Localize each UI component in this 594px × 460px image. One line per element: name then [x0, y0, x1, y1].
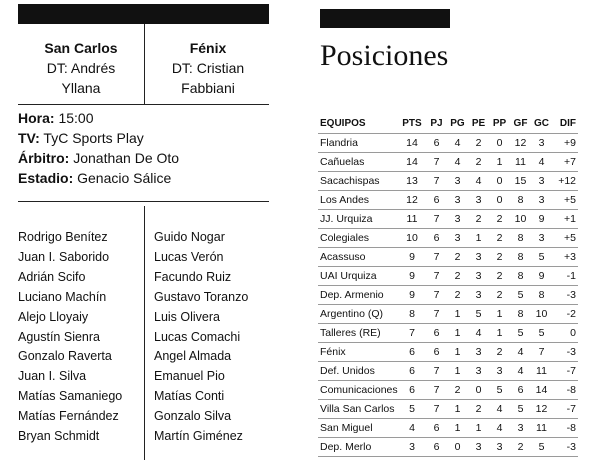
table-row [318, 419, 578, 438]
hora-value: 15:00 [58, 110, 94, 126]
stat-cell: 10 [531, 305, 552, 324]
team-cell: Dep. Armenio [318, 286, 398, 305]
column-header: GF [513, 118, 528, 129]
player-name: Juan I. Saborido [18, 249, 110, 264]
stat-cell: 14 [398, 153, 426, 172]
stat-cell: 8 [510, 229, 531, 248]
stat-cell: 7 [426, 248, 447, 267]
stat-cell: 10 [398, 229, 426, 248]
stat-cell: 2 [510, 438, 531, 457]
player-name: Alejo Lloyaiy [18, 309, 89, 324]
away-coach-line1: DT: Cristian [171, 60, 245, 76]
stat-cell: 3 [531, 229, 552, 248]
lineups-separator [18, 201, 269, 202]
stat-cell: 6 [426, 438, 447, 457]
stat-cell: -7 [552, 400, 578, 419]
team-cell: Talleres (RE) [318, 324, 398, 343]
stat-cell: 9 [398, 286, 426, 305]
team-cell: Los Andes [318, 191, 398, 210]
stat-cell: 5 [510, 324, 531, 343]
stat-cell: 3 [531, 134, 552, 153]
table-row [318, 400, 578, 419]
stat-cell: 3 [447, 191, 468, 210]
stat-cell: 4 [510, 362, 531, 381]
stat-cell: 1 [447, 419, 468, 438]
stat-cell: 5 [510, 286, 531, 305]
team-cell: Def. Unidos [318, 362, 398, 381]
stat-cell: 4 [398, 419, 426, 438]
team-home [18, 38, 144, 98]
stat-cell: 2 [468, 210, 489, 229]
stat-cell: 2 [468, 134, 489, 153]
stat-cell: 3 [468, 362, 489, 381]
stat-cell: 11 [531, 362, 552, 381]
player-name: Lucas Comachi [154, 329, 241, 344]
away-team-name: Fénix [189, 40, 227, 56]
info-arbitro [18, 148, 179, 168]
stat-cell: 3 [468, 286, 489, 305]
stat-cell: 5 [468, 305, 489, 324]
stat-cell: 5 [531, 248, 552, 267]
stat-cell: 2 [468, 153, 489, 172]
home-team-name: San Carlos [44, 40, 118, 56]
stat-cell: 0 [447, 438, 468, 457]
table-row [318, 229, 578, 248]
player-name: Matías Samaniego [18, 389, 123, 404]
stat-cell: 3 [447, 210, 468, 229]
player-name: Agustín Sienra [18, 329, 100, 344]
stat-cell: +5 [552, 191, 578, 210]
stat-cell: 2 [447, 381, 468, 400]
table-row [318, 267, 578, 286]
stat-cell: 12 [398, 191, 426, 210]
team-cell: JJ. Urquiza [318, 210, 398, 229]
stat-cell: +5 [552, 229, 578, 248]
stat-cell: 2 [447, 267, 468, 286]
stat-cell: 5 [510, 400, 531, 419]
stat-cell: -3 [552, 286, 578, 305]
stat-cell: 1 [447, 305, 468, 324]
stat-cell: 7 [426, 210, 447, 229]
table-row [318, 191, 578, 210]
column-header: PP [492, 118, 507, 129]
home-coach-line2: Yllana [61, 80, 101, 96]
stat-cell: 7 [531, 343, 552, 362]
lineups-divider [144, 206, 145, 460]
player-name: Luis Olivera [154, 309, 220, 324]
player-name: Gustavo Toranzo [154, 289, 249, 304]
stat-cell: 6 [426, 324, 447, 343]
player-name: Rodrigo Benítez [18, 230, 108, 244]
stat-cell: 1 [447, 400, 468, 419]
stat-cell: 9 [398, 267, 426, 286]
stat-cell: 7 [426, 286, 447, 305]
stat-cell: 2 [468, 400, 489, 419]
home-coach-line1: DT: Andrés [46, 60, 116, 76]
stat-cell: -8 [552, 419, 578, 438]
arbitro-value: Jonathan De Oto [73, 150, 180, 166]
table-row [318, 153, 578, 172]
hora-label: Hora: [18, 110, 55, 126]
team-cell: Sacachispas [318, 172, 398, 191]
stat-cell: 3 [489, 438, 510, 457]
table-row [318, 210, 578, 229]
stat-cell: 13 [398, 172, 426, 191]
stat-cell: 0 [489, 172, 510, 191]
stat-cell: 2 [447, 286, 468, 305]
stat-cell: 7 [426, 362, 447, 381]
stat-cell: 2 [489, 343, 510, 362]
stat-cell: 6 [426, 419, 447, 438]
stat-cell: 14 [398, 134, 426, 153]
stat-cell: 5 [531, 438, 552, 457]
stat-cell: 7 [426, 400, 447, 419]
stat-cell: 0 [489, 134, 510, 153]
stat-cell: 2 [489, 267, 510, 286]
stat-cell: 9 [398, 248, 426, 267]
stat-cell: 4 [447, 153, 468, 172]
table-row [318, 324, 578, 343]
team-away [145, 38, 271, 98]
stat-cell: 11 [510, 153, 531, 172]
stat-cell: -3 [552, 438, 578, 457]
stat-cell: 1 [468, 229, 489, 248]
column-header: PJ [430, 118, 443, 129]
stat-cell: 3 [510, 419, 531, 438]
player-name: Bryan Schmidt [18, 429, 100, 444]
stat-cell: 7 [398, 324, 426, 343]
stat-cell: 4 [468, 172, 489, 191]
stat-cell: -2 [552, 305, 578, 324]
stat-cell: 6 [398, 362, 426, 381]
stat-cell: 4 [510, 343, 531, 362]
stat-cell: +1 [552, 210, 578, 229]
player-name: Adrián Scifo [18, 269, 86, 284]
info-tv [18, 128, 179, 148]
stat-cell: 5 [398, 400, 426, 419]
stat-cell: 5 [531, 324, 552, 343]
stat-cell: 8 [510, 267, 531, 286]
table-row [318, 438, 578, 457]
stat-cell: 7 [426, 381, 447, 400]
table-row [318, 248, 578, 267]
table-row [318, 343, 578, 362]
player-name: Gonzalo Raverta [18, 349, 112, 364]
stat-cell: 3 [468, 438, 489, 457]
stat-cell: 9 [531, 267, 552, 286]
info-estadio [18, 168, 179, 188]
stat-cell: 2 [489, 210, 510, 229]
table-row [318, 381, 578, 400]
stat-cell: 8 [510, 305, 531, 324]
stat-cell: 3 [531, 191, 552, 210]
stat-cell: 1 [447, 362, 468, 381]
stat-cell: 2 [489, 229, 510, 248]
stat-cell: 2 [489, 286, 510, 305]
stat-cell: 4 [489, 419, 510, 438]
stat-cell: 3 [447, 172, 468, 191]
player-name: Angel Almada [154, 349, 232, 364]
table-row [318, 134, 578, 153]
stat-cell: 0 [468, 381, 489, 400]
stat-cell: -3 [552, 343, 578, 362]
stat-cell: 3 [447, 229, 468, 248]
arbitro-label: Árbitro: [18, 150, 70, 166]
tv-value: TyC Sports Play [43, 130, 144, 146]
match-info [18, 108, 179, 188]
stat-cell: 1 [489, 305, 510, 324]
column-header: PG [450, 118, 465, 129]
stat-cell: 14 [531, 381, 552, 400]
stat-cell: 7 [426, 305, 447, 324]
team-cell: UAI Urquiza [318, 267, 398, 286]
team-cell: Argentino (Q) [318, 305, 398, 324]
stat-cell: 3 [468, 191, 489, 210]
stat-cell: 4 [489, 400, 510, 419]
stat-cell: -8 [552, 381, 578, 400]
stat-cell: +7 [552, 153, 578, 172]
stat-cell: -1 [552, 267, 578, 286]
table-row [318, 172, 578, 191]
standings-body [318, 134, 578, 457]
stat-cell: 6 [398, 381, 426, 400]
player-name: Matías Fernández [18, 409, 119, 424]
stat-cell: +12 [552, 172, 578, 191]
stat-cell: 3 [468, 248, 489, 267]
stat-cell: 11 [398, 210, 426, 229]
stat-cell: 15 [510, 172, 531, 191]
stat-cell: 8 [510, 248, 531, 267]
stat-cell: 3 [531, 172, 552, 191]
table-row [318, 362, 578, 381]
stat-cell: 6 [426, 229, 447, 248]
stat-cell: 4 [468, 324, 489, 343]
stat-cell: 0 [552, 324, 578, 343]
stat-cell: 7 [426, 267, 447, 286]
stat-cell: 8 [510, 191, 531, 210]
team-cell: Dep. Merlo [318, 438, 398, 457]
stat-cell: +9 [552, 134, 578, 153]
standings-table [318, 114, 578, 457]
estadio-value: Genacio Sálice [77, 170, 172, 186]
player-name: Emanuel Pio [154, 369, 225, 384]
player-name: Juan I. Silva [18, 369, 87, 384]
estadio-label: Estadio: [18, 170, 74, 186]
stat-cell: 1 [489, 324, 510, 343]
team-cell: San Miguel [318, 419, 398, 438]
stat-cell: 10 [510, 210, 531, 229]
stat-cell: 7 [426, 153, 447, 172]
stat-cell: 3 [398, 438, 426, 457]
stat-cell: +3 [552, 248, 578, 267]
lineup-away [154, 228, 248, 447]
stat-cell: 3 [489, 362, 510, 381]
player-name: Gonzalo Silva [154, 409, 232, 424]
stat-cell: 12 [531, 400, 552, 419]
stat-cell: 1 [468, 419, 489, 438]
team-cell: Cañuelas [318, 153, 398, 172]
player-name: Guido Nogar [154, 230, 225, 244]
player-name: Matías Conti [154, 389, 225, 404]
stat-cell: 6 [426, 134, 447, 153]
team-cell: Acassuso [318, 248, 398, 267]
stat-cell: 2 [489, 248, 510, 267]
stat-cell: 1 [489, 153, 510, 172]
team-cell: Colegiales [318, 229, 398, 248]
stat-cell: 8 [531, 286, 552, 305]
stat-cell: 5 [489, 381, 510, 400]
away-coach-line2: Fabbiani [181, 80, 235, 96]
stat-cell: 1 [447, 343, 468, 362]
column-header: DIF [559, 118, 576, 129]
header-bar-right [320, 9, 450, 28]
team-cell: Fénix [318, 343, 398, 362]
column-header: PTS [402, 118, 422, 129]
stat-cell: 3 [468, 267, 489, 286]
table-row [318, 305, 578, 324]
stat-cell: 12 [510, 134, 531, 153]
stat-cell: 8 [398, 305, 426, 324]
stat-cell: 4 [447, 134, 468, 153]
stat-cell: 6 [398, 343, 426, 362]
player-name: Luciano Machín [18, 289, 107, 304]
stat-cell: 0 [489, 191, 510, 210]
tv-label: TV: [18, 130, 40, 146]
stat-cell: -7 [552, 362, 578, 381]
stat-cell: 11 [531, 419, 552, 438]
stat-cell: 9 [531, 210, 552, 229]
stat-cell: 6 [426, 343, 447, 362]
column-header: GC [534, 118, 549, 129]
stat-cell: 4 [531, 153, 552, 172]
lineup-home [18, 228, 122, 447]
stat-cell: 6 [426, 191, 447, 210]
column-header: PE [471, 118, 486, 129]
info-hora [18, 108, 179, 128]
team-cell: Comunicaciones [318, 381, 398, 400]
stat-cell: 6 [510, 381, 531, 400]
player-name: Martín Giménez [154, 429, 243, 444]
stat-cell: 3 [468, 343, 489, 362]
stat-cell: 7 [426, 172, 447, 191]
stat-cell: 1 [447, 324, 468, 343]
match-teams [18, 24, 269, 105]
column-header: EQUIPOS [320, 118, 366, 129]
player-name: Facundo Ruiz [154, 269, 232, 284]
team-cell: Villa San Carlos [318, 400, 398, 419]
stat-cell: 2 [447, 248, 468, 267]
header-bar-left [18, 4, 269, 24]
table-row [318, 286, 578, 305]
player-name: Lucas Verón [154, 249, 224, 264]
team-cell: Flandria [318, 134, 398, 153]
standings-header-row [318, 114, 578, 134]
standings-title: Posiciones [320, 39, 449, 72]
